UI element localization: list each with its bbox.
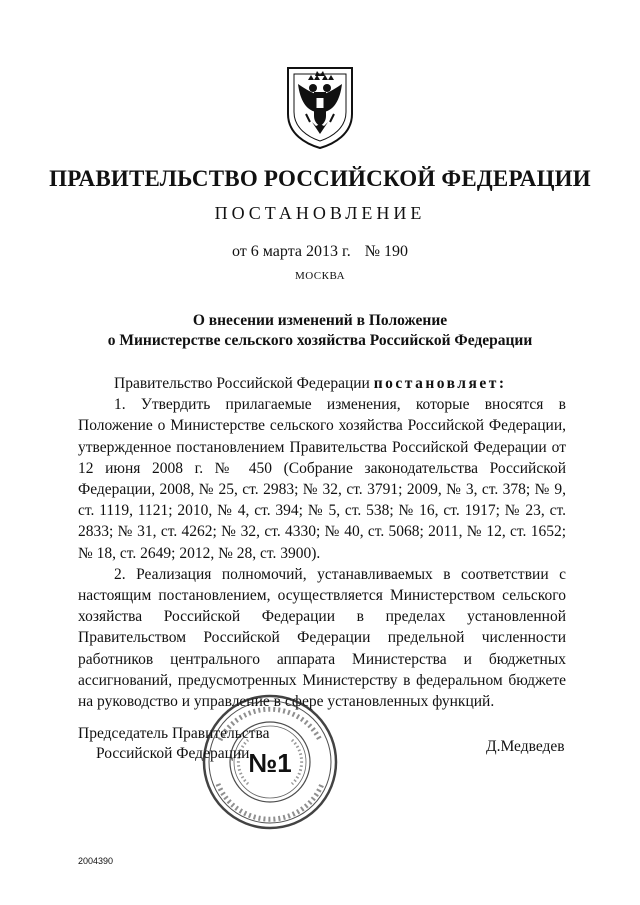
- document-date-line: [0, 243, 640, 261]
- subject-line-1: О внесении изменений в Положение: [192, 312, 448, 329]
- paragraph-2: 2. Реализация полномочий, устанавливаемых в соответствии с настоящим постановлением, осуществляется Министерством сельского хозяйства Российской Федерации в пределах установленной Правительством Российской Федерации предельной численности работников центрального аппарата Министерства и бюджетных ассигнований, предусмотренных Министерству в федеральном бюджете на руководство и управление в сфере установленных функций.: [78, 565, 566, 711]
- document-subject: [0, 311, 640, 351]
- seal-number: №1: [248, 748, 292, 778]
- government-title: ПРАВИТЕЛЬСТВО РОССИЙСКОЙ ФЕДЕРАЦИИ: [49, 166, 591, 191]
- document-type: ПОСТАНОВЛЕНИЕ: [214, 203, 426, 223]
- document-number: № 190: [364, 243, 408, 260]
- document-date: от 6 марта 2013 г.: [232, 243, 351, 260]
- intro-text: Правительство Российской Федерации: [114, 375, 374, 392]
- paragraph-1: 1. Утвердить прилагаемые изменения, которые вносятся в Положение о Министерстве сельского хозяйства Российской Федерации, утвержденное постановлением Правительства Российской Федерации от 12 июня 2008 г. № 450 (Собрание законодательства Российской Федерации, 2008, № 25, ст. 2983; № 32, ст. 3791; 2009, № 3, ст. 378; № 9, ст. 1119, 1121; 2010, № 4, ст. 394; № 5, ст. 538; № 16, ст. 1917; № 23, ст. 2833; № 31, ст. 4262; № 32, ст. 4330; № 40, ст. 5068; 2011, № 12, ст. 1652; № 18, ст. 2649; 2012, № 28, ст. 3900).: [78, 396, 566, 562]
- signatory-name: Д.Медведев: [486, 738, 565, 755]
- intro-paragraph: [78, 373, 566, 394]
- subject-line-2: о Министерстве сельского хозяйства Российской Федерации: [107, 332, 533, 349]
- intro-resolves: постановляет:: [373, 375, 507, 392]
- signatory-position-line-1: Председатель Правительства: [78, 725, 270, 742]
- document-code: 2004390: [78, 856, 114, 866]
- document-body: [78, 373, 566, 712]
- coat-of-arms-emblem: [282, 64, 358, 150]
- signatory-position-line-2: Российской Федерации: [96, 745, 250, 762]
- document-city: МОСКВА: [294, 270, 346, 282]
